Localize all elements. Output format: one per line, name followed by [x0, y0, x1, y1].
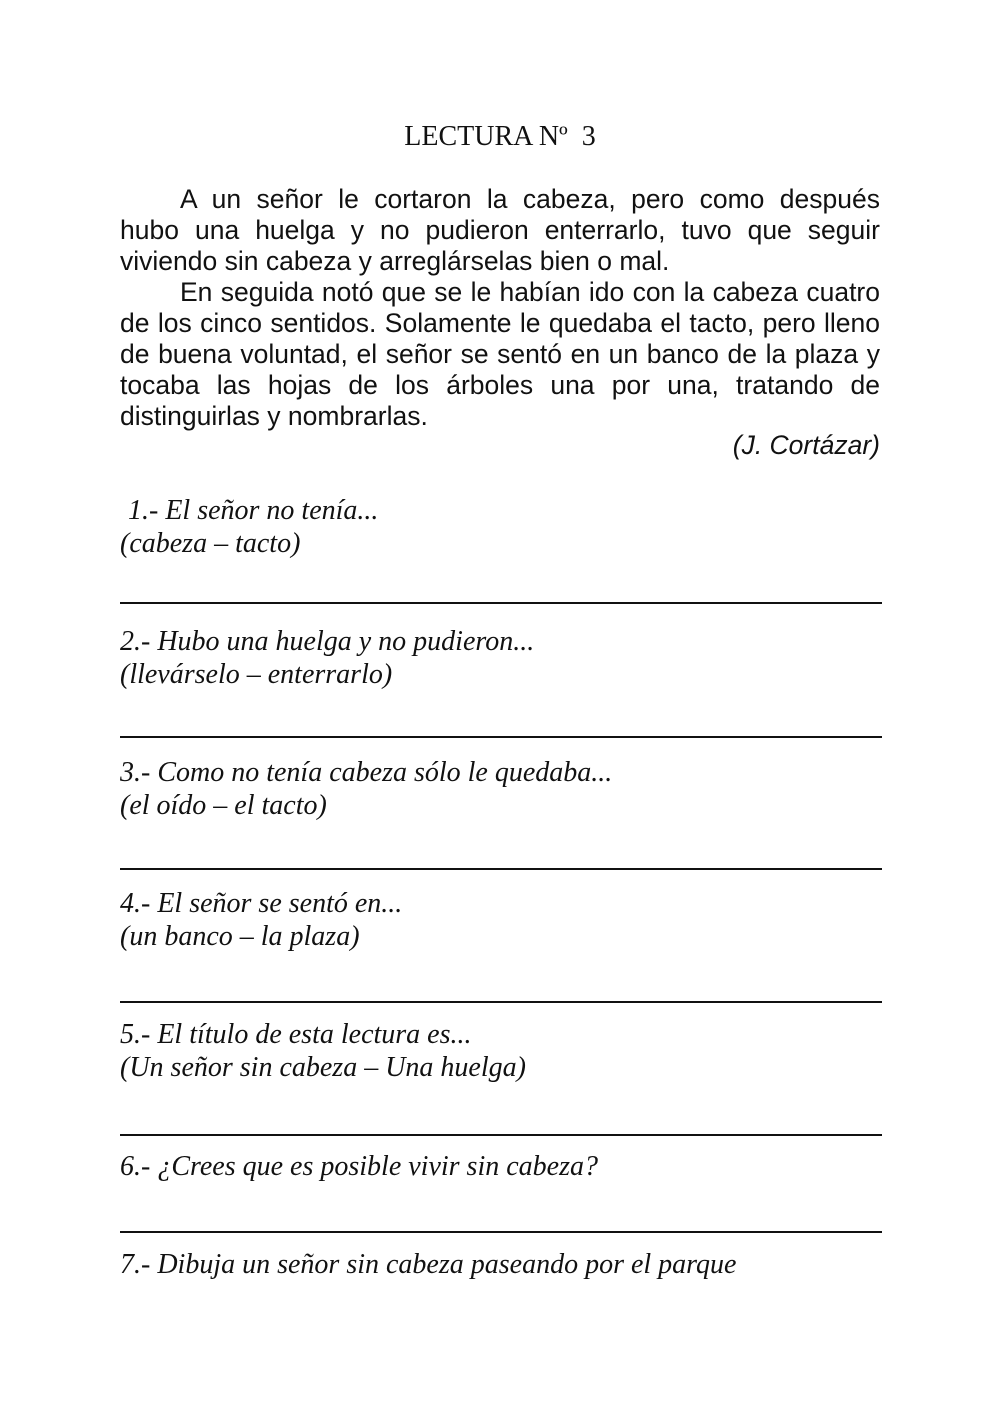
question-7-prompt: 7.- Dibuja un señor sin cabeza paseando por el parque — [120, 1249, 737, 1280]
question-4 — [120, 887, 900, 953]
paragraph-2-line-3: de buena voluntad, el señor se sentó en un banco de la plaza y — [120, 339, 880, 369]
paragraph-2-line-1: En seguida notó que se le habían ido con la cabeza cuatro — [180, 277, 880, 307]
answer-line-4[interactable] — [120, 1001, 882, 1003]
question-3 — [120, 756, 900, 822]
paragraph-1-line-3: viviendo sin cabeza y arreglárselas bien o mal. — [120, 246, 670, 276]
answer-line-1[interactable] — [120, 602, 882, 604]
question-5 — [120, 1018, 900, 1084]
paragraph-1-line-1: A un señor le cortaron la cabeza, pero como después — [180, 184, 880, 214]
reading-text — [120, 184, 880, 432]
reading-author: (J. Cortázar) — [732, 430, 880, 460]
answer-line-6[interactable] — [120, 1231, 882, 1233]
answer-line-2[interactable] — [120, 736, 882, 738]
answer-line-5[interactable] — [120, 1134, 882, 1136]
question-5-prompt: 5.- El título de esta lectura es... — [120, 1019, 472, 1050]
question-2-prompt: 2.- Hubo una huelga y no pudieron... — [120, 626, 535, 657]
question-4-options: (un banco – la plaza) — [120, 921, 360, 952]
question-1-options: (cabeza – tacto) — [120, 528, 301, 559]
question-1-prompt: 1.- El señor no tenía... — [128, 495, 379, 526]
question-3-prompt: 3.- Como no tenía cabeza sólo le quedaba... — [120, 757, 613, 788]
question-5-options: (Un señor sin cabeza – Una huelga) — [120, 1052, 526, 1083]
answer-line-3[interactable] — [120, 868, 882, 870]
question-4-prompt: 4.- El señor se sentó en... — [120, 888, 403, 919]
question-7 — [120, 1248, 900, 1281]
question-2-options: (llevárselo – enterrarlo) — [120, 659, 393, 690]
question-2 — [120, 625, 900, 691]
paragraph-2-line-2: de los cinco sentidos. Solamente le quedaba el tacto, pero lleno — [120, 308, 880, 338]
question-6 — [120, 1150, 900, 1183]
question-3-options: (el oído – el tacto) — [120, 790, 327, 821]
question-1 — [120, 494, 900, 560]
paragraph-2-line-4: tocaba las hojas de los árboles una por una, tratando de — [120, 370, 880, 400]
paragraph-2-line-5: distinguirlas y nombrarlas. — [120, 401, 428, 431]
question-6-prompt: 6.- ¿Crees que es posible vivir sin cabeza? — [120, 1151, 598, 1182]
paragraph-1-line-2: hubo una huelga y no pudieron enterrarlo, tuvo que seguir — [120, 215, 880, 245]
page-title: LECTURA Nº 3 — [404, 121, 596, 152]
